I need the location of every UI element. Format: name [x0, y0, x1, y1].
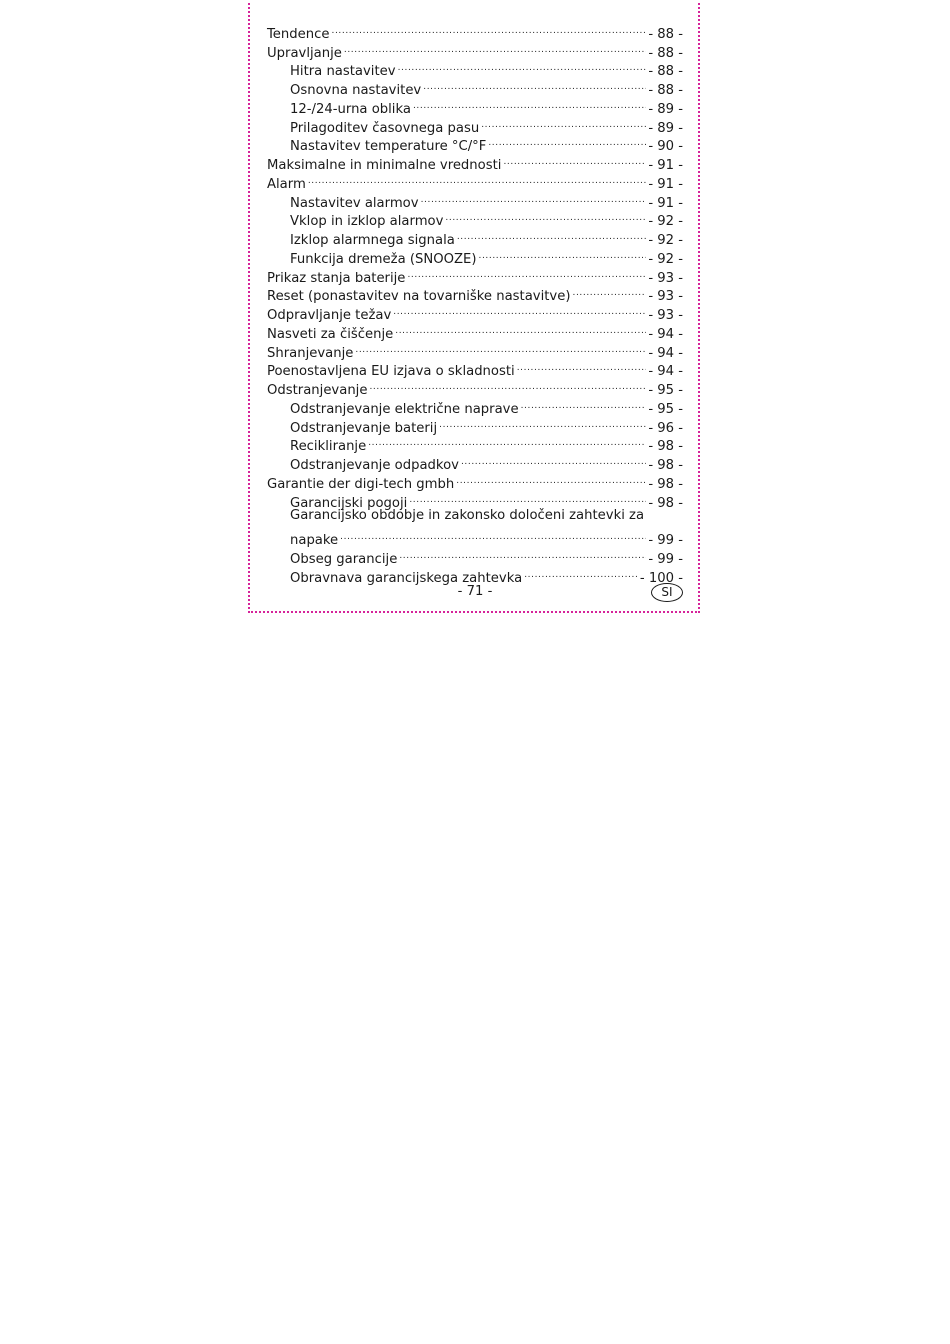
dot-leader: [423, 75, 646, 94]
toc-entry-title: Odstranjevanje odpadkov: [290, 458, 459, 473]
toc-entry-page: - 89 -: [648, 101, 683, 117]
toc-entry-page: - 98 -: [648, 495, 683, 511]
toc-entry-page: - 93 -: [648, 308, 683, 323]
toc-entry-title: Nastavitev alarmov: [290, 195, 419, 211]
toc-entry-page: - 91 -: [648, 158, 683, 173]
toc-entry-title: napake: [290, 533, 339, 548]
dot-leader: [524, 563, 638, 582]
toc-entry-title: Alarm: [267, 176, 306, 192]
dot-leader: [393, 300, 646, 319]
toc-entry-title: Osnovna nastavitev: [290, 83, 422, 98]
toc-entry-title: Garancijski pogoji: [290, 495, 408, 511]
toc-entry-page: - 91 -: [648, 195, 683, 211]
toc-entry[interactable]: [267, 525, 683, 548]
dot-leader: [344, 38, 646, 57]
toc-entry-page: - 99 -: [648, 551, 683, 567]
table-of-contents: [267, 19, 683, 586]
dot-leader: [340, 525, 646, 544]
toc-entry-page: - 88 -: [648, 64, 683, 80]
toc-entry-page: - 98 -: [648, 458, 683, 473]
toc-entry-title: Prikaz stanja baterije: [267, 270, 406, 286]
toc-entry-page: - 95 -: [648, 401, 683, 417]
dot-leader: [503, 150, 646, 169]
toc-entry-page: - 95 -: [648, 383, 683, 398]
toc-entry-title: Prilagoditev časovnega pasu: [290, 120, 480, 136]
toc-entry-page: - 94 -: [648, 345, 683, 361]
page-number: - 71 -: [457, 584, 493, 599]
toc-entry-title: Izklop alarmnega signala: [290, 233, 455, 248]
dot-leader: [413, 94, 646, 113]
toc-entry-title: Upravljanje: [267, 45, 342, 61]
toc-entry-title: Obseg garancije: [290, 551, 398, 567]
toc-entry-title-line: Garancijsko obdobje in zakonsko določeni zahtevki za: [290, 507, 645, 523]
toc-entry-title: Odpravljanje težav: [267, 308, 392, 323]
toc-entry-title: Funkcija dremeža (SNOOZE): [290, 251, 477, 267]
toc-entry-page: - 94 -: [648, 326, 683, 342]
toc-entry-page: - 94 -: [648, 364, 683, 380]
toc-entry-page: - 98 -: [648, 476, 683, 492]
toc-entry-page: - 98 -: [648, 439, 683, 455]
toc-entry-page: - 93 -: [648, 289, 683, 305]
toc-entry[interactable]: [267, 188, 683, 211]
toc-entry-title: Hitra nastavitev: [290, 64, 396, 80]
dot-leader: [461, 450, 646, 469]
toc-entry-page: - 90 -: [648, 139, 683, 155]
dot-leader: [456, 469, 646, 488]
dot-leader: [521, 394, 647, 413]
toc-entry-page: - 93 -: [648, 270, 683, 286]
dot-leader: [439, 413, 646, 432]
toc-entry-title: Maksimalne in minimalne vrednosti: [267, 158, 502, 173]
toc-entry-title: Odstranjevanje: [267, 383, 368, 398]
toc-entry-title: 12-/24-urna oblika: [290, 101, 411, 117]
dot-leader: [332, 19, 647, 38]
dot-leader: [481, 113, 646, 132]
toc-entry-page: - 88 -: [648, 26, 683, 42]
toc-entry-title: Nastavitev temperature °C/°F: [290, 139, 487, 155]
toc-entry-page: - 96 -: [648, 420, 683, 436]
toc-entry[interactable]: [267, 169, 683, 192]
toc-entry-title: Nasveti za čiščenje: [267, 326, 394, 342]
toc-entry-title: Poenostavljena EU izjava o skladnosti: [267, 364, 515, 380]
toc-entry-title: Vklop in izklop alarmov: [290, 214, 444, 230]
dot-leader: [517, 357, 647, 376]
dot-leader: [398, 57, 647, 76]
dot-leader: [308, 169, 647, 188]
toc-entry-title: Obravnava garancijskega zahtevka: [290, 570, 523, 586]
toc-entry-page: - 88 -: [648, 45, 683, 61]
toc-entry-page: - 92 -: [648, 233, 683, 248]
dot-leader: [407, 263, 646, 282]
toc-entry-title: Shranjevanje: [267, 345, 354, 361]
toc-entry[interactable]: [267, 19, 683, 42]
dot-leader: [457, 225, 647, 244]
toc-entry-page: - 89 -: [648, 120, 683, 136]
toc-entry-page: - 99 -: [648, 533, 683, 548]
toc-entry-page: - 92 -: [648, 214, 683, 230]
toc-entry-page: - 92 -: [648, 251, 683, 267]
toc-entry-title: Odstranjevanje električne naprave: [290, 401, 519, 417]
toc-entry-page: - 91 -: [648, 176, 683, 192]
toc-entry-page: - 100 -: [639, 570, 683, 586]
toc-entry-title: Reset (ponastavitev na tovarniške nastavitve): [267, 289, 571, 305]
dot-leader: [409, 488, 646, 507]
dot-leader: [395, 319, 646, 338]
dot-leader: [573, 282, 647, 301]
dot-leader: [355, 338, 646, 357]
toc-entry-title: Garantie der digi-tech gmbh: [267, 476, 455, 492]
language-badge: SI: [651, 583, 683, 602]
dot-leader: [369, 375, 646, 394]
toc-entry-title: Odstranjevanje baterij: [290, 420, 438, 436]
dot-leader: [488, 132, 646, 151]
dot-leader: [399, 544, 646, 563]
dot-leader: [479, 244, 647, 263]
dot-leader: [445, 207, 646, 226]
dot-leader: [368, 432, 646, 451]
toc-entry-title: Tendence: [267, 26, 330, 42]
dot-leader: [421, 188, 647, 207]
toc-entry-page: - 88 -: [648, 83, 683, 98]
toc-entry-title: Recikliranje: [290, 439, 367, 455]
